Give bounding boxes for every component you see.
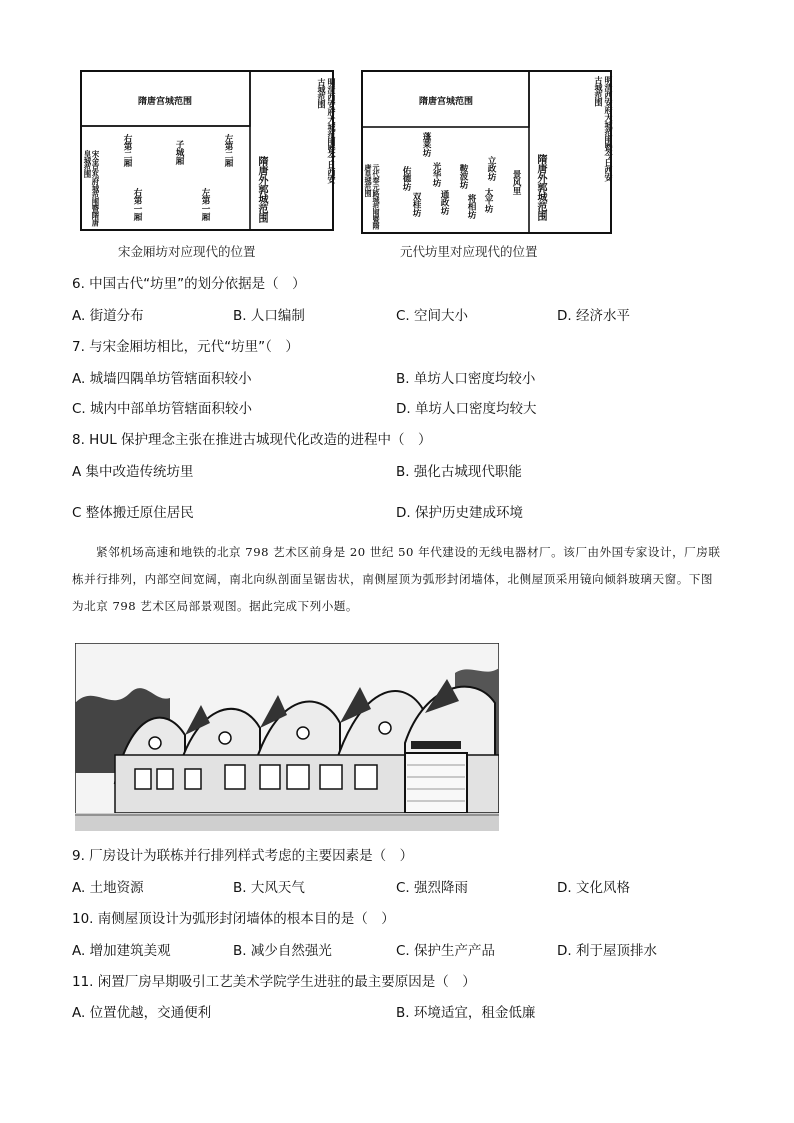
q11-option-b[interactable]: B. 环境适宜，租金低廉 [396, 1005, 536, 1021]
q6-option-a[interactable]: A. 街道分布 [72, 308, 144, 324]
q10-stem: 10. 南侧屋顶设计为弧形封闭墙体的根本目的是（ ） [72, 911, 395, 927]
tongzheng-label: 通政坊 [439, 190, 449, 215]
q11-option-a[interactable]: A. 位置优越，交通便利 [72, 1005, 212, 1021]
q7-option-b[interactable]: B. 单坊人口密度均较小 [396, 371, 536, 387]
left-2-label: 左第二厢 [223, 134, 233, 167]
right-1-label: 右第一厢 [132, 188, 142, 221]
q10-option-b[interactable]: B. 减少自然强光 [233, 943, 332, 959]
song-jin-caption: 宋金厢坊对应现代的位置 [118, 244, 256, 259]
palace-label: 隋唐宫城范围 [138, 97, 193, 107]
q8-option-c[interactable]: C 整体搬迁原住居民 [72, 505, 194, 521]
aobo-label: 鞍波坊 [458, 164, 468, 189]
q6-stem: 6. 中国古代“坊里”的划分依据是（ ） [72, 276, 306, 292]
penglai-label: 蓬莱坊 [421, 132, 431, 157]
zicheng-label: 子城厢 [174, 140, 184, 165]
ming-qing-label: 明清西安府大城范围暨今日西安古城范围 [594, 76, 613, 181]
youde-label: 佑德坊 [401, 166, 411, 191]
palace-label: 隋唐宫城范围 [419, 97, 474, 107]
factory-photo [75, 643, 499, 831]
left-1-label: 左第一厢 [200, 188, 210, 221]
song-jin-range-label: 宋金京兆府城范围暨隋唐皇城范围 [83, 150, 100, 226]
q6-option-d[interactable]: D. 经济水平 [557, 308, 630, 324]
q6-option-b[interactable]: B. 人口编制 [233, 308, 305, 324]
jiangxiang-label: 将相坊 [466, 194, 476, 219]
q8-option-b[interactable]: B. 强化古城现代职能 [396, 464, 522, 480]
q8-option-d[interactable]: D. 保护历史建成环境 [396, 505, 523, 521]
song-jin-map [80, 70, 335, 232]
q8-option-a[interactable]: A 集中改造传统坊里 [72, 464, 194, 480]
q6-option-c[interactable]: C. 空间大小 [396, 308, 469, 324]
guanghua-label: 光华坊 [431, 162, 441, 187]
yuan-caption: 元代坊里对应现代的位置 [400, 244, 538, 259]
q10-option-a[interactable]: A. 增加建筑美观 [72, 943, 171, 959]
shuangliu-label: 双桂坊 [411, 192, 421, 217]
q9-option-d[interactable]: D. 文化风格 [557, 880, 630, 896]
lizheng-label: 立政坊 [486, 156, 496, 181]
q7-option-c[interactable]: C. 城内中部单坊管辖面积较小 [72, 401, 253, 417]
q7-option-a[interactable]: A. 城墙四隅单坊管辖面积较小 [72, 371, 252, 387]
yuan-map [361, 70, 613, 235]
passage: 紧邻机场高速和地铁的北京 798 艺术区前身是 20 世纪 50 年代建设的无线电器材厂。该厂由外国专家设计，厂房联栋并行排列，内部空间宽阔，南北向纵剖面呈锯齿状，南侧屋顶为弧形封闭墙体，北侧屋顶采用镜向倾斜玻璃天窗。下图为北京 798 艺术区局部景观图。据此完成下列小题。 [72, 545, 721, 613]
q9-option-b[interactable]: B. 大风天气 [233, 880, 305, 896]
q9-option-c[interactable]: C. 强烈降雨 [396, 880, 469, 896]
q7-option-d[interactable]: D. 单坊人口密度均较大 [396, 401, 537, 417]
outer-city-label: 隋唐外郭城范围 [535, 154, 546, 221]
q10-option-c[interactable]: C. 保护生产产品 [396, 943, 496, 959]
right-2-label: 右第二厢 [122, 134, 132, 167]
jingfeng-label: 景风里 [511, 170, 521, 195]
ming-qing-label: 明清西安府大城范围暨今日西安古城范围 [317, 78, 336, 183]
q9-option-a[interactable]: A. 土地资源 [72, 880, 144, 896]
q7-stem: 7. 与宋金厢坊相比，元代“坊里”（ ） [72, 339, 299, 355]
q10-option-d[interactable]: D. 利于屋顶排水 [557, 943, 657, 959]
outer-city-label: 隋唐外郭城范围 [256, 156, 267, 223]
q8-stem: 8. HUL 保护理念主张在推进古城现代化改造的进程中（ ） [72, 432, 432, 448]
yuan-range-label: 元代奉元路城范围暨隋唐皇城范围 [364, 164, 380, 229]
q9-stem: 9. 厂房设计为联栋并行排列样式考虑的主要因素是（ ） [72, 848, 414, 864]
taiping-label: 太平坊 [483, 188, 493, 213]
q11-stem: 11. 闲置厂房早期吸引工艺美术学院学生进驻的最主要原因是（ ） [72, 974, 476, 990]
